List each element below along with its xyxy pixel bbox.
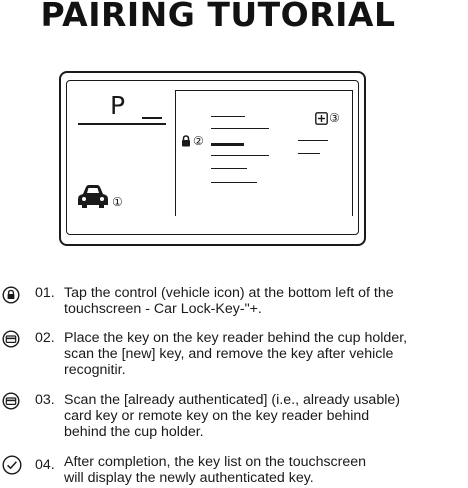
car-icon[interactable] — [77, 184, 109, 210]
menu-line — [211, 168, 247, 169]
step-number: 04. — [35, 457, 55, 473]
callout-lock: ② — [193, 134, 204, 148]
callout-car: ① — [112, 195, 123, 209]
plus-box-icon[interactable] — [315, 112, 328, 125]
card-key-icon — [2, 330, 20, 348]
card-key-icon — [2, 392, 20, 410]
detail-line — [298, 153, 320, 154]
step-number: 02. — [35, 330, 55, 346]
lock-icon — [181, 135, 191, 147]
gear-indicator: P — [110, 91, 126, 120]
menu-line — [211, 116, 245, 117]
step-number: 01. — [35, 285, 55, 301]
gear-dash — [142, 117, 162, 119]
settings-panel — [175, 90, 353, 216]
menu-line — [211, 182, 257, 183]
menu-line-selected — [211, 143, 244, 146]
check-icon — [2, 455, 22, 475]
lock-icon — [2, 286, 20, 304]
callout-plus: ③ — [329, 111, 340, 125]
menu-line — [211, 128, 269, 129]
step-text: Place the key on the key reader behind the cup holder, scan the [new] key, and remove the key after vehicle recognitir. — [64, 330, 408, 378]
gear-underline — [78, 123, 166, 125]
menu-line — [211, 155, 269, 156]
step-text: Scan the [already authenticated] (i.e., already usable) card key or remote key on the key reader behind behind the cup holder. — [64, 392, 400, 440]
detail-line — [298, 140, 328, 141]
step-number: 03. — [35, 392, 55, 408]
step-text: Tap the control (vehicle icon) at the bottom left of the touchscreen - Car Lock-Key-"+. — [64, 285, 394, 317]
page-title: PAIRING TUTORIAL — [40, 0, 396, 34]
step-text: After completion, the key list on the touchscreen will display the newly authenticated key. — [64, 454, 367, 486]
